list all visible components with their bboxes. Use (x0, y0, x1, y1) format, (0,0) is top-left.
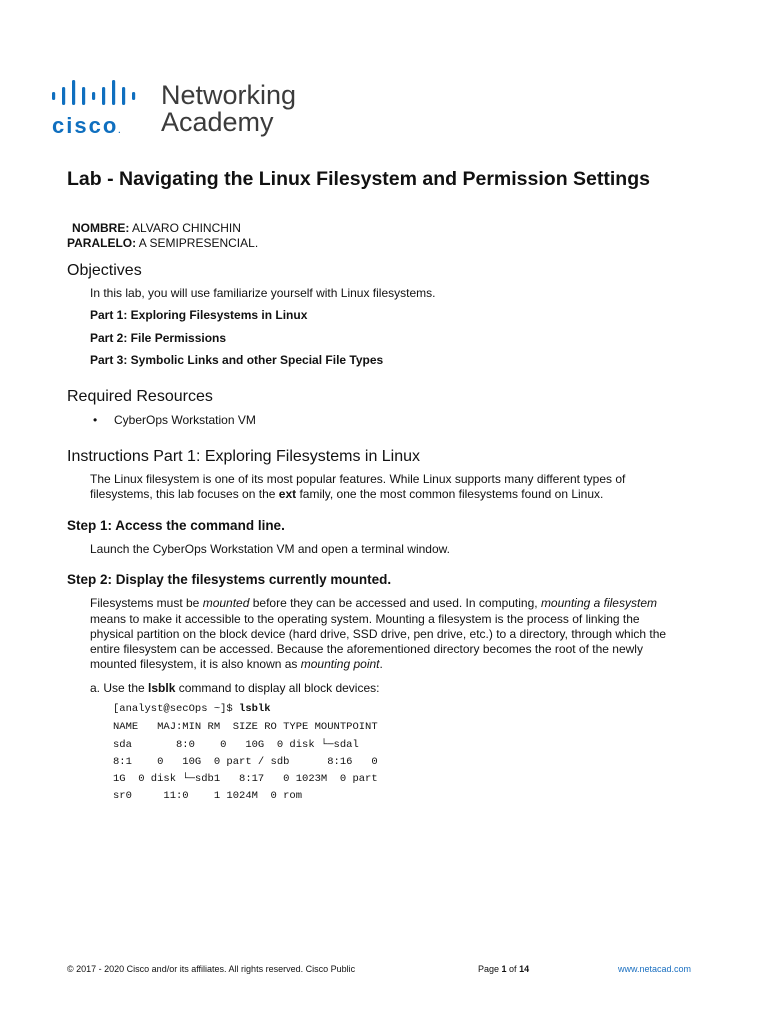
document-title: Lab - Navigating the Linux Filesystem and Permission Settings (67, 168, 650, 190)
terminal-prompt: [analyst@secOps ~]$ (113, 703, 240, 715)
student-group-value: A SEMIPRESENCIAL. (138, 236, 259, 250)
ext-keyword: ext (278, 487, 297, 501)
student-group-label: PARALELO: (67, 236, 137, 250)
step2-paragraph-line-1: Filesystems must be mounted before they can be accessed and used. In computing, mounting a filesystem (90, 596, 657, 610)
objective-part-3: Part 3: Symbolic Links and other Special File Types (90, 353, 384, 367)
objectives-intro: In this lab, you will use familiarize yourself with Linux filesystems. (90, 286, 436, 300)
step2-paragraph-line-2: means to make it accessible to the operating system. Mounting a filesystem is the process of linking the (90, 612, 640, 626)
netacad-link[interactable]: www.netacad.com (618, 964, 692, 974)
part1-intro-line-2: filesystems, this lab focuses on the ext family, one the most common filesystems found on Linux. (90, 487, 604, 501)
part1-intro-line-1: The Linux filesystem is one of its most popular features. While Linux supports many different types of (90, 472, 626, 486)
logo-networking-text: Networking (161, 80, 297, 110)
student-group-line (67, 236, 258, 250)
terminal-output-line: 8:1 0 10G 0 part / sdb 8:16 0 (113, 756, 378, 768)
student-name-value: ALVARO CHINCHIN (132, 221, 241, 235)
step1-text: Launch the CyberOps Workstation VM and open a terminal window. (90, 542, 450, 556)
footer-page-number: Page 1 of 14 (478, 964, 530, 974)
step2-paragraph-line-4: entire filesystem can be accessed. Because the aforementioned directory becomes the root of the newly (90, 642, 643, 656)
cisco-wordmark: cisco. (52, 113, 121, 138)
student-name-label: NOMBRE: (72, 221, 130, 235)
logo-academy-text: Academy (161, 107, 274, 137)
footer-site-link[interactable] (618, 964, 691, 974)
step2-paragraph-line-5: mounted filesystem, it is also known as mounting point. (90, 657, 383, 671)
step1-heading: Step 1: Access the command line. (67, 518, 285, 533)
terminal-command: lsblk (239, 703, 271, 715)
bullet-icon: • (93, 413, 98, 427)
part1-heading: Instructions Part 1: Exploring Filesystems in Linux (67, 448, 421, 465)
student-name-line (72, 221, 241, 235)
terminal-output-line: sda 8:0 0 10G 0 disk └─sdal (113, 739, 359, 751)
step2-heading: Step 2: Display the filesystems currently mounted. (67, 572, 392, 587)
terminal-command-line (113, 703, 271, 715)
cisco-networking-academy-logo (52, 80, 312, 140)
objective-part-1: Part 1: Exploring Filesystems in Linux (90, 308, 308, 322)
required-resources-heading: Required Resources (67, 388, 213, 405)
terminal-output-line: sr0 11:0 1 1024M 0 rom (113, 790, 303, 802)
objectives-heading: Objectives (67, 262, 142, 279)
objective-part-2: Part 2: File Permissions (90, 331, 227, 345)
step2-paragraph-line-3: physical partition on the block device (hard drive, SSD drive, pen drive, etc.) to a directory, through which the (90, 627, 667, 641)
footer-copyright: © 2017 - 2020 Cisco and/or its affiliates. All rights reserved. Cisco Public (67, 964, 356, 974)
cisco-bars-icon (52, 80, 152, 108)
resource-item-text: CyberOps Workstation VM (114, 413, 256, 427)
terminal-output-line: NAME MAJ:MIN RM SIZE RO TYPE MOUNTPOINT (113, 721, 378, 733)
step2-substep-a: a. Use the lsblk command to display all block devices: (90, 681, 380, 695)
lsblk-keyword: lsblk (148, 681, 176, 695)
terminal-output-line: 1G 0 disk └─sdb1 8:17 0 1023M 0 part (113, 773, 378, 785)
